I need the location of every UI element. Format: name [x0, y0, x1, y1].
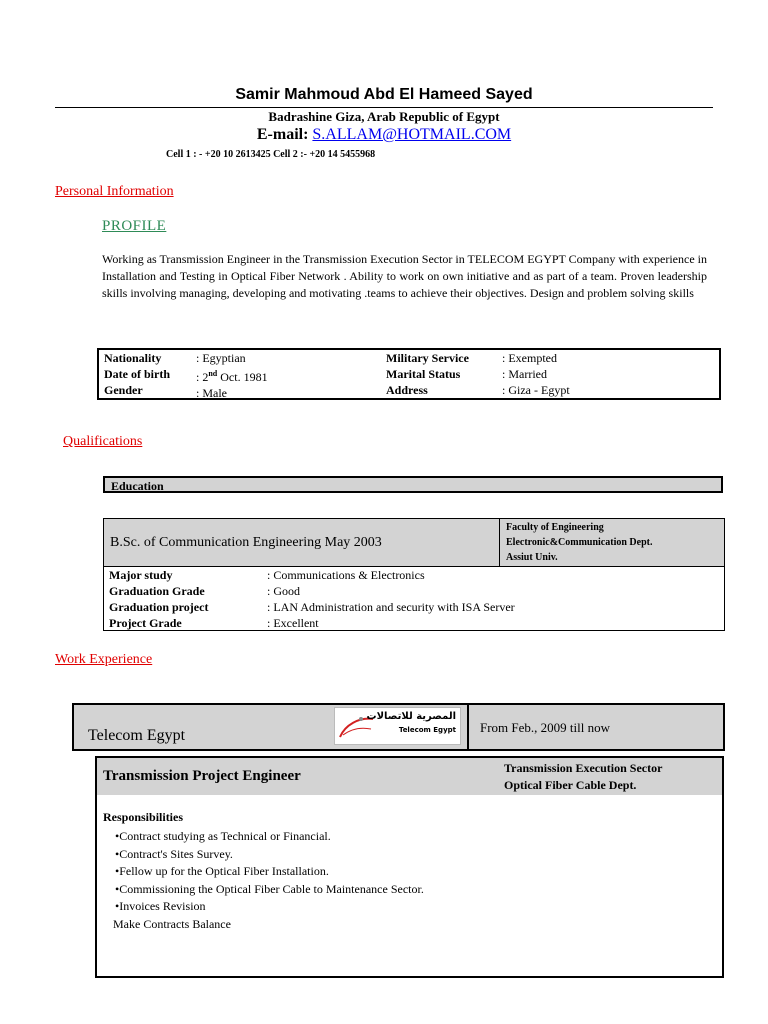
degree-title: B.Sc. of Communication Engineering May 2003 — [110, 535, 382, 550]
list-item: •Invoices Revision — [115, 899, 206, 913]
candidate-address: Badrashine Giza, Arab Republic of Egypt — [268, 109, 500, 124]
dob-value: : 2nd Oct. 1981 — [196, 369, 268, 384]
candidate-name: Samir Mahmoud Abd El Hameed Sayed — [235, 86, 533, 103]
list-item: •Contract studying as Technical or Financial. — [115, 829, 331, 843]
marital-value: : Married — [502, 367, 547, 381]
company-name: Telecom Egypt — [88, 727, 186, 744]
profile-summary: Working as Transmission Engineer in the Transmission Execution Sector in TELECOM EGYPT Company with experience in Installation and Testing in Optical Fiber Network . Ability to work on own initiative and as part of a team. Proven leadership skills involving managing, developing and motivating .teams to achieve their objectives. Design and problem solving skills — [102, 252, 707, 300]
position-box — [95, 756, 724, 978]
nationality-label: Nationality — [104, 351, 162, 365]
address-label: Address — [386, 383, 428, 397]
section-qualifications: Qualifications — [63, 434, 143, 449]
major-study-label: Major study — [109, 568, 173, 582]
address-value: : Giza - Egypt — [502, 383, 570, 397]
education-heading: Education — [103, 476, 723, 493]
email-line — [0, 126, 768, 144]
personal-left-values — [196, 350, 268, 401]
email-link[interactable]: S.ALLAM@HOTMAIL.COM — [312, 126, 512, 143]
section-personal-information: Personal Information — [55, 184, 174, 199]
list-item: •Fellow up for the Optical Fiber Installation. — [115, 864, 329, 878]
sector-info — [504, 760, 662, 794]
work-period: From Feb., 2009 till now — [480, 720, 611, 735]
gender-value: : Male — [196, 386, 227, 400]
personal-info-table — [97, 348, 721, 400]
major-study-value: : Communications & Electronics — [267, 568, 425, 582]
period-divider — [467, 703, 469, 751]
graduation-grade-label: Graduation Grade — [109, 584, 205, 598]
personal-right-values — [502, 350, 570, 398]
section-work-experience: Work Experience — [55, 652, 153, 667]
logo-arabic-text: المصرية للاتصالات — [366, 711, 456, 722]
project-grade-label: Project Grade — [109, 616, 182, 630]
dob-label: Date of birth — [104, 367, 170, 381]
gender-label: Gender — [104, 383, 143, 397]
faculty-info — [506, 520, 652, 565]
military-value: : Exempted — [502, 351, 557, 365]
responsibilities-list — [113, 828, 424, 916]
graduation-project-value: : LAN Administration and security with ISA Server — [267, 600, 515, 614]
responsibilities-heading: Responsibilities — [103, 810, 184, 824]
list-item: •Commissioning the Optical Fiber Cable to Maintenance Sector. — [115, 881, 424, 896]
degree-divider — [499, 519, 500, 566]
personal-right-labels — [386, 350, 469, 398]
marital-label: Marital Status — [386, 367, 461, 381]
sector-line-1: Transmission Execution Sector — [504, 761, 663, 775]
position-title: Transmission Project Engineer — [103, 768, 301, 784]
phone-numbers: Cell 1 : - +20 10 2613425 Cell 2 :- +20 14 5455968 — [166, 149, 376, 160]
sector-line-2: Optical Fiber Cable Dept. — [504, 778, 637, 792]
faculty-line-1: Faculty of Engineering — [506, 522, 604, 533]
education-values — [267, 567, 515, 631]
graduation-project-label: Graduation project — [109, 600, 209, 614]
extra-responsibility: Make Contracts Balance — [113, 917, 231, 931]
profile-heading: PROFILE — [102, 218, 167, 234]
faculty-line-3: Assiut Univ. — [506, 552, 558, 563]
graduation-grade-value: : Good — [267, 584, 300, 598]
education-labels — [109, 567, 208, 631]
personal-left-labels — [104, 350, 170, 398]
company-header — [72, 703, 725, 751]
nationality-value: : Egyptian — [196, 351, 246, 365]
email-label: E-mail: — [256, 126, 309, 143]
military-label: Military Service — [386, 351, 469, 365]
header-divider — [55, 107, 713, 108]
list-item: •Contract's Sites Survey. — [115, 846, 233, 861]
logo-english-text: Telecom Egypt — [398, 726, 456, 734]
faculty-line-2: Electronic&Communication Dept. — [506, 537, 653, 548]
project-grade-value: : Excellent — [267, 616, 319, 630]
company-logo — [334, 707, 461, 745]
education-table — [103, 518, 725, 631]
